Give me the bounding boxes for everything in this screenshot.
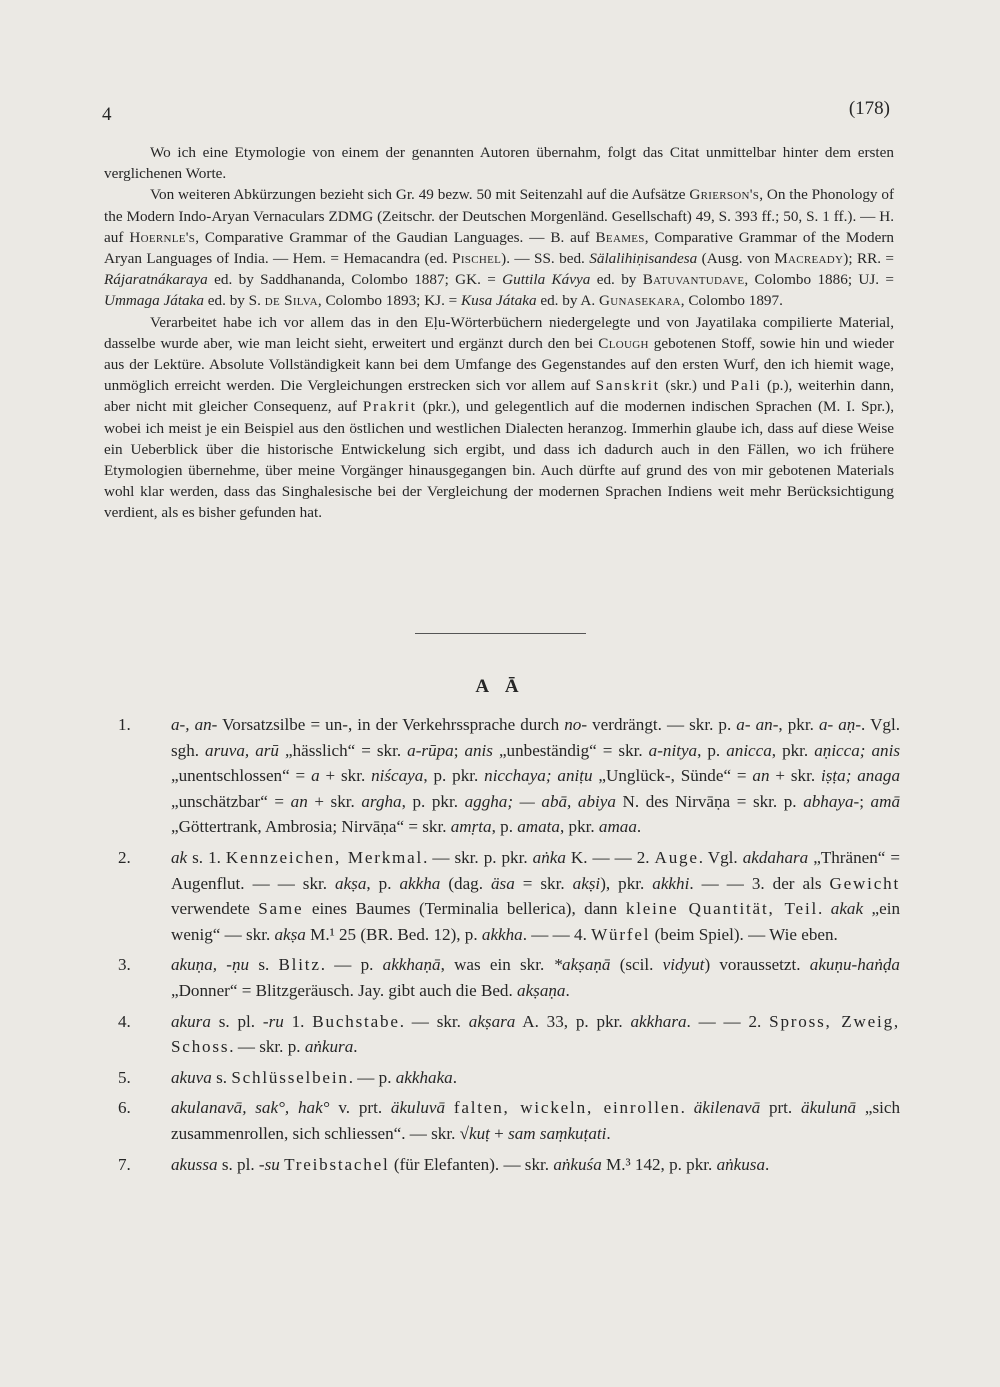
intro-paragraph-3: [104, 312, 894, 524]
entry-text: , p.: [697, 740, 727, 760]
text-run: ed. by A.: [536, 292, 599, 310]
entry-term: niścaya: [371, 766, 424, 786]
entry-text: +: [489, 1123, 509, 1143]
entry-text: . — — 2.: [686, 1011, 770, 1031]
entry-text: + skr.: [319, 766, 372, 786]
entry-term: akkha: [481, 924, 523, 944]
entry-text: s. pl.: [210, 1011, 263, 1031]
entry-term: a- an-: [736, 715, 779, 734]
entry-text: .: [636, 817, 642, 837]
entry-term: amaa: [598, 817, 637, 837]
entry-text: „unschätzbar“ =: [171, 791, 291, 811]
entry-term: ak: [171, 847, 188, 867]
entry-text: (beim Spiel). — Wie eben.: [650, 924, 838, 944]
entry-term: no-: [564, 715, 588, 734]
dictionary-entry: [106, 952, 900, 1003]
text-run: ed. by: [590, 271, 643, 289]
entry-text: „ein wenig“ — skr.: [171, 899, 900, 944]
entry-term: an: [290, 791, 308, 811]
entry-text: Vorsatzsilbe = un-, in der Verkehrssprache durch: [217, 715, 565, 734]
entry-number: 7.: [118, 1154, 131, 1174]
entry-text: „hässlich“ = skr.: [278, 740, 408, 760]
entry-term: akṣi: [572, 873, 601, 893]
entry-term: akṣara: [468, 1011, 516, 1031]
text-run: (p.), weiterhin dann, aber nicht mit gleicher Consequenz, auf: [104, 377, 894, 416]
entry-term: akkhaka: [395, 1067, 453, 1087]
entry-meaning: Schlüsselbein: [231, 1067, 349, 1087]
entry-term: akṣa: [274, 924, 306, 944]
entry-text: A. 33, p. pkr.: [515, 1011, 631, 1031]
entry-term: äkilenavā: [693, 1098, 761, 1118]
entry-meaning: Treibstachel: [284, 1154, 390, 1174]
entry-meaning: kleine Quantität, Teil: [625, 899, 819, 919]
entry-text: „unentschlossen“ =: [171, 766, 312, 786]
dictionary-entry: [106, 1065, 900, 1091]
entry-text: . — — 3. der als: [689, 873, 830, 893]
entry-term: anis: [464, 740, 493, 760]
author-name: Gunasekara: [598, 292, 681, 310]
page-number: 4: [102, 104, 112, 125]
entry-number: 5.: [118, 1067, 131, 1087]
entry-text: „unbeständig“ = skr.: [492, 740, 649, 760]
entry-term: aruva, arū: [205, 740, 279, 760]
entry-meaning: Same: [258, 899, 304, 919]
author-name: Macready: [774, 250, 844, 268]
entry-term: aṅkuśa: [553, 1154, 602, 1174]
entry-text: , pkr.: [559, 817, 599, 837]
entry-text: s. pl.: [217, 1154, 259, 1174]
entry-meaning: Buchstabe: [312, 1011, 400, 1031]
language-name: Sanskrit: [595, 377, 660, 395]
entry-term: iṣṭa; anaga: [821, 766, 900, 786]
entry-text: M.³ 142, p. pkr.: [601, 1154, 717, 1174]
entry-term: vidyut: [662, 955, 705, 975]
text-run: , Colombo 1897.: [680, 292, 783, 310]
entry-text: , p. pkr.: [423, 766, 485, 786]
entry-text: .: [452, 1067, 457, 1087]
entry-text: v. prt.: [329, 1098, 391, 1118]
entry-term: akuṇu-haṅḍa: [809, 955, 900, 975]
entry-number: 3.: [118, 955, 131, 975]
entry-term: sam saṃkuṭati: [508, 1123, 607, 1143]
entry-term: aṅka: [532, 847, 566, 867]
entry-meaning: Kennzeichen, Merkmal: [225, 847, 424, 867]
entry-text: . — p.: [348, 1067, 396, 1087]
text-run: , Comparative Grammar of the Modern Aryan Languages of India. — Hem. = Hemacandra (ed.: [104, 228, 894, 268]
entry-text: 1.: [283, 1011, 313, 1031]
entry-text: ;: [859, 791, 871, 811]
entry-text: , pkr.: [771, 740, 815, 760]
entry-text: „Thränen“ = Augenflut. — — skr.: [171, 847, 900, 893]
entry-text: [445, 1098, 454, 1117]
entry-text: + skr.: [769, 766, 821, 786]
entry-meaning: Auge: [654, 847, 699, 867]
entry-term: a: [311, 766, 320, 786]
entry-text: . Vgl.: [698, 847, 743, 867]
entry-text: = skr.: [514, 873, 573, 893]
entry-text: . — skr. p. pkr.: [423, 847, 533, 867]
dictionary-entries: [106, 712, 900, 1182]
entry-meaning: Gewicht: [829, 873, 900, 893]
dictionary-entry: [106, 1152, 900, 1178]
entry-term: aṅkusa: [716, 1154, 766, 1174]
section-heading: A Ā: [475, 676, 525, 697]
entry-text: verwendete: [171, 899, 259, 919]
entry-text: „Göttertrank, Ambrosia; Nirvāṇa“ = skr.: [171, 817, 451, 837]
text-run: (skr.) und: [659, 377, 731, 395]
entry-term: akkhaṇā: [382, 955, 441, 975]
text-run: , Colombo 1886; UJ. =: [744, 271, 894, 289]
entry-text: .: [680, 1098, 694, 1118]
entry-text: , p.: [366, 873, 400, 893]
entry-term: a-rūpa: [407, 740, 454, 760]
entry-term: akuṇa, -ṇu: [171, 955, 250, 975]
author-name: Pischel: [452, 250, 502, 268]
text-run: Verarbeitet habe ich vor allem das in den Eḷu-Wörterbüchern niedergelegte und von Jayatilaka compilierte Material, dasselbe wurde aber, wie man leicht sieht, erweitert und ergänzt durch den bei: [104, 313, 894, 352]
entry-text: .: [606, 1123, 611, 1143]
entry-meaning: Würfel: [591, 924, 651, 944]
intro-paragraph-1: Wo ich eine Etymologie von einem der genannten Autoren übernahm, folgt das Citat unmittelbar hinter dem ersten verglichenen Worte.: [104, 144, 894, 183]
entry-text: eines Baumes (Terminalia bellerica), dann: [303, 899, 626, 919]
entry-text: . — — 4.: [522, 924, 592, 944]
language-name: Prakrit: [362, 398, 417, 416]
text-run: gebotenen Stoff, sowie hin und wieder aus der Lektüre. Absolute Vollständigkeit kann bei dem Umfange des Gegenstandes auf den ersten Wurf, den ich hiemit wage, unmöglich erreicht werden. Die Vergleichungen erstrecken sich vor allem auf: [104, 334, 895, 395]
author-name: Beames: [595, 228, 645, 246]
entry-text: N. des Nirvāṇa = skr. p.: [615, 791, 804, 811]
entry-term: a- aṇ-: [818, 715, 862, 734]
entry-term: nicchaya; aniṭu: [484, 766, 593, 786]
entry-number: 2.: [118, 847, 131, 867]
text-run: (pkr.), und gelegentlich auf die modernen indischen Sprachen (M. I. Spr.), wobei ich meist je ein Beispiel aus den östlichen und westlichen Dialecten heranzog. Immerhin glaube ich, dass auf diese Weise ein Ueberblick über die historische Entwickelung sich ergibt, und dass ich dadurch auch in den Fällen, wo ich frühere Etymologien übernehme, über meine Vorgänger hinausgegangen bin. Auch dürfte auf grund des von mir gebotenen Materials wohl klar werden, dass das Singhalesische bei der Vergleichung der modernen Sprachen Indiens weit mehr Berücksichtigung verdient, als es bisher gefunden hat.: [104, 398, 894, 522]
entry-term: kuṭ: [469, 1123, 490, 1143]
entry-term: äkulunā: [801, 1098, 857, 1118]
dictionary-entry: [106, 1009, 900, 1060]
work-title: Kusa Játaka: [461, 292, 537, 310]
entry-number: 1.: [118, 715, 131, 734]
entry-term: amā: [870, 791, 900, 811]
text-run: ed. by Saddhananda, Colombo 1887; GK. =: [207, 271, 503, 289]
entry-term: -su: [258, 1154, 280, 1174]
entry-text: . — skr.: [399, 1011, 469, 1031]
language-name: Pali: [730, 377, 762, 395]
entry-text: + skr.: [307, 791, 362, 811]
entry-number: 4.: [118, 1011, 131, 1031]
text-run: , Colombo 1893; KJ. =: [317, 292, 462, 310]
dictionary-entry: [106, 845, 900, 947]
entry-text: „Donner“ = Blitzgeräusch. Jay. gibt auch die Bed.: [171, 980, 518, 1000]
entry-term: aṇicca; anis: [814, 740, 900, 760]
entry-term: a-, an-: [171, 715, 218, 734]
entry-term: akkhi: [652, 873, 690, 893]
dictionary-entry: [106, 712, 900, 840]
entry-text: , pkr.: [778, 715, 819, 734]
entry-text: ) voraussetzt.: [704, 955, 810, 975]
author-name: Clough: [598, 334, 649, 352]
work-title: Ummaga Játaka: [104, 292, 204, 310]
entry-term: amata: [517, 817, 560, 837]
entry-term: akuva: [171, 1067, 212, 1087]
text-run: ed. by S.: [203, 292, 265, 310]
intro-text: [104, 142, 894, 524]
entry-text: , was ein skr.: [440, 955, 554, 975]
page-reference: (178): [848, 98, 890, 119]
text-run: ). — SS. bed.: [501, 250, 590, 268]
entry-meaning: falten, wickeln, einrollen: [453, 1098, 681, 1118]
entry-term: abhaya-: [803, 791, 860, 811]
entry-term: akdahara: [742, 847, 809, 867]
entry-meaning: Spross, Zweig, Schoss: [171, 1011, 900, 1057]
entry-text: „Unglück-, Sünde“ =: [592, 766, 753, 786]
entry-term: an: [752, 766, 770, 786]
entry-text: ), pkr.: [600, 873, 653, 893]
entry-term: *akṣaṇā: [553, 955, 611, 975]
intro-paragraph-2: [104, 184, 894, 311]
author-name: Grierson's: [689, 186, 760, 204]
entry-number: 6.: [118, 1098, 131, 1118]
entry-text: . — p.: [320, 955, 383, 975]
entry-text: ;: [453, 740, 465, 760]
entry-text: K. — — 2.: [565, 847, 655, 867]
entry-text: verdrängt. — skr. p.: [587, 715, 737, 734]
dictionary-entry: [106, 1095, 900, 1146]
entry-text: s.: [211, 1067, 232, 1087]
text-run: ); RR. =: [843, 250, 895, 268]
entry-text: . — skr. p.: [229, 1037, 305, 1057]
entry-text: „sich zusammenrollen, sich schliessen“. — skr. √: [171, 1098, 901, 1143]
entry-text: M.¹ 25 (BR. Bed. 12), p.: [305, 924, 482, 944]
entry-term: akussa: [171, 1154, 218, 1174]
entry-term: anicca: [726, 740, 772, 760]
text-run: , On the Phonology of the Modern Indo-Aryan Vernaculars ZDMG (Zeitschr. der Deutschen Morgenländ. Gesellschaft) 49, S. 393 ff.; 50, S. 1 ff.). — H. auf: [104, 186, 895, 246]
entry-term: akṣaṇa: [517, 980, 566, 1000]
work-title: Rájaratnákaraya: [104, 271, 208, 289]
entry-term: argha: [361, 791, 402, 811]
entry-text: , p.: [491, 817, 518, 837]
entry-term: -ru: [262, 1011, 284, 1031]
entry-text: .: [765, 1154, 770, 1174]
section-divider: [415, 633, 586, 634]
entry-text: .: [818, 899, 831, 919]
entry-term: äkuluvā: [390, 1098, 446, 1118]
entry-term: akṣa: [335, 873, 367, 893]
author-name: de Silva: [264, 292, 318, 310]
entry-term: akkhara: [630, 1011, 687, 1031]
work-title: Guttila Kávya: [502, 271, 591, 289]
entry-term: akak: [830, 899, 864, 919]
entry-term: äsa: [491, 873, 515, 893]
entry-text: .: [353, 1037, 358, 1057]
entry-text: s. 1.: [187, 847, 226, 867]
text-run: , Comparative Grammar of the Gaudian Languages. — B. auf: [195, 228, 596, 246]
entry-term: amṛta: [450, 817, 492, 837]
page-header: [100, 98, 890, 128]
entry-term: a-nitya: [648, 740, 698, 760]
entry-text: .: [565, 980, 570, 1000]
entry-term: akulanavā, sak°, hak°: [171, 1098, 330, 1118]
entry-term: aggha; — abā, abiya: [464, 791, 616, 811]
author-name: Batuvantudave: [642, 271, 745, 289]
entry-text: (für Elefanten). — skr.: [389, 1154, 554, 1174]
entry-text: (dag.: [440, 873, 491, 893]
entry-term: aṅkura: [304, 1037, 354, 1057]
text-run: Von weiteren Abkürzungen bezieht sich Gr. 49 bezw. 50 mit Seitenzahl auf die Aufsätze: [150, 186, 690, 204]
entry-text: (scil.: [610, 955, 663, 975]
entry-term: akura: [171, 1011, 211, 1031]
entry-text: s.: [249, 955, 279, 975]
author-name: Hoernle's: [129, 228, 196, 246]
work-title: Sälalihiṇisandesa: [589, 250, 698, 268]
entry-text: , p. pkr.: [401, 791, 465, 811]
text-run: (Ausg. von: [697, 250, 775, 268]
entry-meaning: Blitz: [278, 955, 321, 975]
entry-term: akkha: [399, 873, 441, 893]
entry-text: . Vgl. sgh.: [171, 715, 900, 760]
entry-text: prt.: [760, 1098, 802, 1118]
